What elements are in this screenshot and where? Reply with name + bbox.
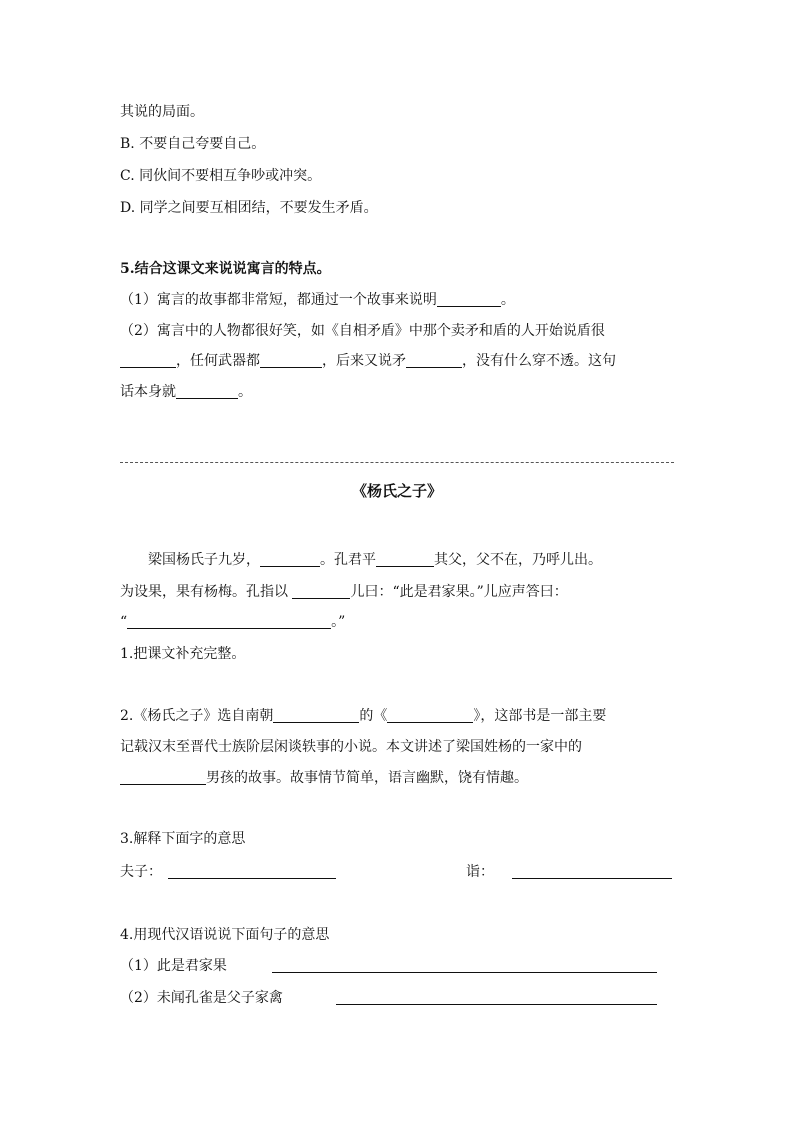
question-2-line3 bbox=[120, 768, 528, 788]
answer-line[interactable] bbox=[168, 878, 336, 879]
q3-word-yi: 诣： bbox=[466, 864, 494, 880]
answer-line[interactable] bbox=[512, 878, 672, 879]
option-c: C. 同伙间不要相互争吵或冲突。 bbox=[120, 168, 322, 184]
q5-title: 5.结合这课文来说说寓言的特点。 bbox=[120, 261, 331, 277]
q5-part2-line3 bbox=[120, 382, 252, 402]
fill-blank[interactable] bbox=[260, 353, 322, 368]
q5-part1-text: （1）寓言的故事都非常短，都通过一个故事来说明 bbox=[120, 292, 437, 308]
passage-text: 其父，父不在，乃呼儿出。 bbox=[434, 552, 602, 568]
q5-part2-line2 bbox=[120, 351, 616, 371]
section-divider bbox=[120, 462, 674, 463]
question-text: 2.《杨氏之子》选自南朝 bbox=[120, 708, 274, 724]
q5-text: 话本身就 bbox=[120, 384, 176, 400]
q5-text: ，任何武器都 bbox=[176, 353, 260, 369]
passage-text: 。孔君平 bbox=[320, 552, 376, 568]
question-text: 的《 bbox=[359, 708, 388, 724]
fill-blank[interactable] bbox=[120, 770, 206, 785]
passage-line1 bbox=[148, 550, 602, 570]
passage-text: “ bbox=[120, 614, 128, 630]
passage-title: 《杨氏之子》 bbox=[351, 482, 442, 500]
question-text: 》，这部书是一部主要 bbox=[473, 708, 607, 724]
option-d: D. 同学之间要互相团结，不要发生矛盾。 bbox=[120, 200, 378, 216]
fill-blank[interactable] bbox=[120, 353, 176, 368]
q5-text: 。 bbox=[238, 384, 252, 400]
q5-part1-end: 。 bbox=[500, 292, 515, 308]
passage-line3 bbox=[120, 612, 345, 632]
fill-blank[interactable] bbox=[176, 384, 238, 399]
fill-blank[interactable] bbox=[387, 708, 473, 723]
question-text: 男孩的故事。故事情节简单，语言幽默，饶有情趣。 bbox=[206, 770, 528, 786]
q3-word-fuzi: 夫子： bbox=[120, 864, 162, 880]
question-1: 1.把课文补充完整。 bbox=[120, 646, 246, 662]
passage-text: 为设果，果有杨梅。孔指以 bbox=[120, 584, 288, 600]
answer-line[interactable] bbox=[272, 972, 657, 973]
passage-line2 bbox=[120, 582, 568, 602]
fill-blank[interactable] bbox=[260, 552, 320, 567]
fill-blank[interactable] bbox=[406, 353, 462, 368]
q4-sentence-1: （1）此是君家果 bbox=[120, 958, 227, 974]
passage-text: 梁国杨氏子九岁， bbox=[148, 552, 260, 568]
fill-blank[interactable] bbox=[437, 292, 501, 307]
passage-text: 儿曰：“此是君家果。”儿应声答曰： bbox=[350, 584, 568, 600]
q5-text: ，后来又说矛 bbox=[322, 353, 406, 369]
continued-text: 其说的局面。 bbox=[120, 104, 204, 120]
fill-blank[interactable] bbox=[127, 614, 331, 629]
fill-blank[interactable] bbox=[292, 584, 350, 599]
q5-part1 bbox=[120, 290, 515, 310]
fill-blank[interactable] bbox=[273, 708, 359, 723]
option-b: B. 不要自己夸要自己。 bbox=[120, 136, 266, 152]
passage-text: 。” bbox=[331, 614, 346, 630]
q5-text: ，没有什么穿不透。这句 bbox=[462, 353, 616, 369]
question-3: 3.解释下面字的意思 bbox=[120, 831, 246, 847]
question-2-line1 bbox=[120, 706, 606, 726]
q5-part2-line1: （2）寓言中的人物都很好笑，如《自相矛盾》中那个卖矛和盾的人开始说盾很 bbox=[120, 323, 605, 339]
question-4: 4.用现代汉语说说下面句子的意思 bbox=[120, 927, 330, 943]
answer-line[interactable] bbox=[336, 1004, 657, 1005]
fill-blank[interactable] bbox=[376, 552, 434, 567]
question-2-line2: 记载汉末至晋代士族阶层闲谈轶事的小说。本文讲述了梁国姓杨的一家中的 bbox=[120, 739, 582, 755]
q4-sentence-2: （2）未闻孔雀是父子家禽 bbox=[120, 990, 283, 1006]
